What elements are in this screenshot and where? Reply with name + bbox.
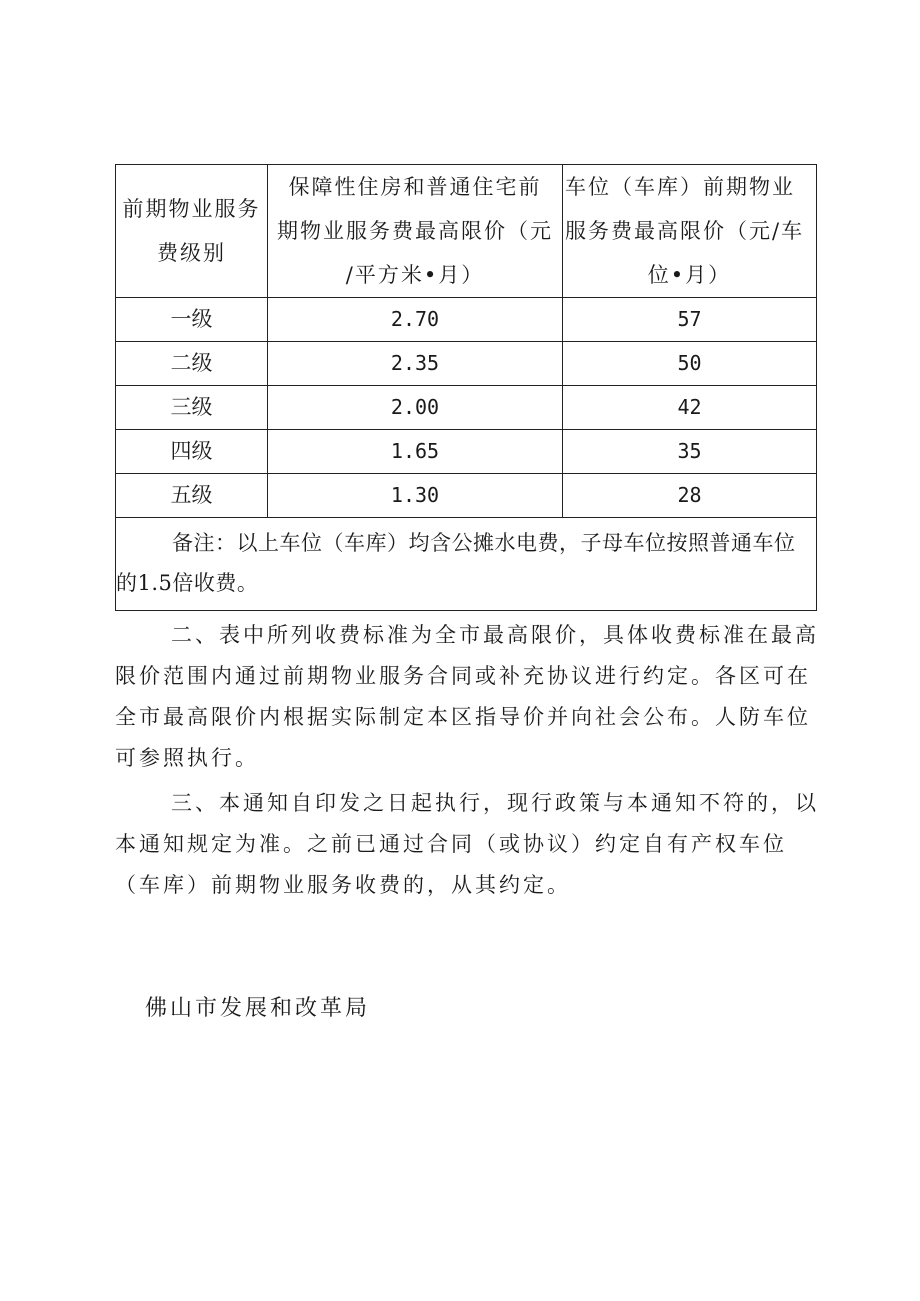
parking-price-cell: 50	[563, 342, 817, 386]
header-line: 期物业服务费最高限价（元	[277, 219, 553, 243]
housing-price-cell: 2.35	[268, 342, 563, 386]
note-text: 备注：以上车位（车库）均含公摊水电费，子母车位按照普通车位的1.5倍收费。	[116, 531, 796, 595]
header-line: 车位（车库）前期物业	[565, 175, 795, 199]
issuer-signature: 佛山市发展和改革局	[145, 996, 371, 1021]
parking-price-cell: 42	[563, 386, 817, 430]
level-cell: 四级	[116, 430, 268, 474]
parking-price-cell: 35	[563, 430, 817, 474]
header-housing-price	[268, 165, 563, 298]
table-row	[116, 298, 817, 342]
table-note	[116, 518, 817, 611]
table-row	[116, 386, 817, 430]
housing-price-cell: 2.70	[268, 298, 563, 342]
table-row	[116, 430, 817, 474]
table-row	[116, 342, 817, 386]
level-cell: 五级	[116, 474, 268, 518]
table-header-row	[116, 165, 817, 298]
paragraph-section-3: 三、本通知自印发之日起执行，现行政策与本通知不符的，以本通知规定为准。之前已通过合同（或协议）约定自有产权车位（车库）前期物业服务收费的，从其约定。	[115, 791, 819, 897]
housing-price-cell: 1.65	[268, 430, 563, 474]
parking-price-cell: 28	[563, 474, 817, 518]
level-cell: 三级	[116, 386, 268, 430]
header-parking-price	[563, 165, 817, 298]
header-fee-level	[116, 165, 268, 298]
housing-price-cell: 1.30	[268, 474, 563, 518]
housing-price-cell: 2.00	[268, 386, 563, 430]
header-line: /平方米•月）	[345, 263, 485, 287]
level-cell: 二级	[116, 342, 268, 386]
table-note-row	[116, 518, 817, 611]
header-line: 保障性住房和普通住宅前	[288, 175, 542, 199]
header-line: 位•月）	[647, 263, 732, 287]
paragraph-section-2: 二、表中所列收费标准为全市最高限价，具体收费标准在最高限价范围内通过前期物业服务合同或补充协议进行约定。各区可在全市最高限价内根据实际制定本区指导价并向社会公布。人防车位可参照执行。	[115, 623, 819, 770]
parking-price-cell: 57	[563, 298, 817, 342]
header-line: 前期物业服务	[122, 197, 261, 221]
header-line: 费级别	[157, 241, 226, 265]
fee-standard-table	[115, 164, 817, 611]
level-cell: 一级	[116, 298, 268, 342]
header-line: 服务费最高限价（元/车	[565, 219, 805, 243]
table-row	[116, 474, 817, 518]
